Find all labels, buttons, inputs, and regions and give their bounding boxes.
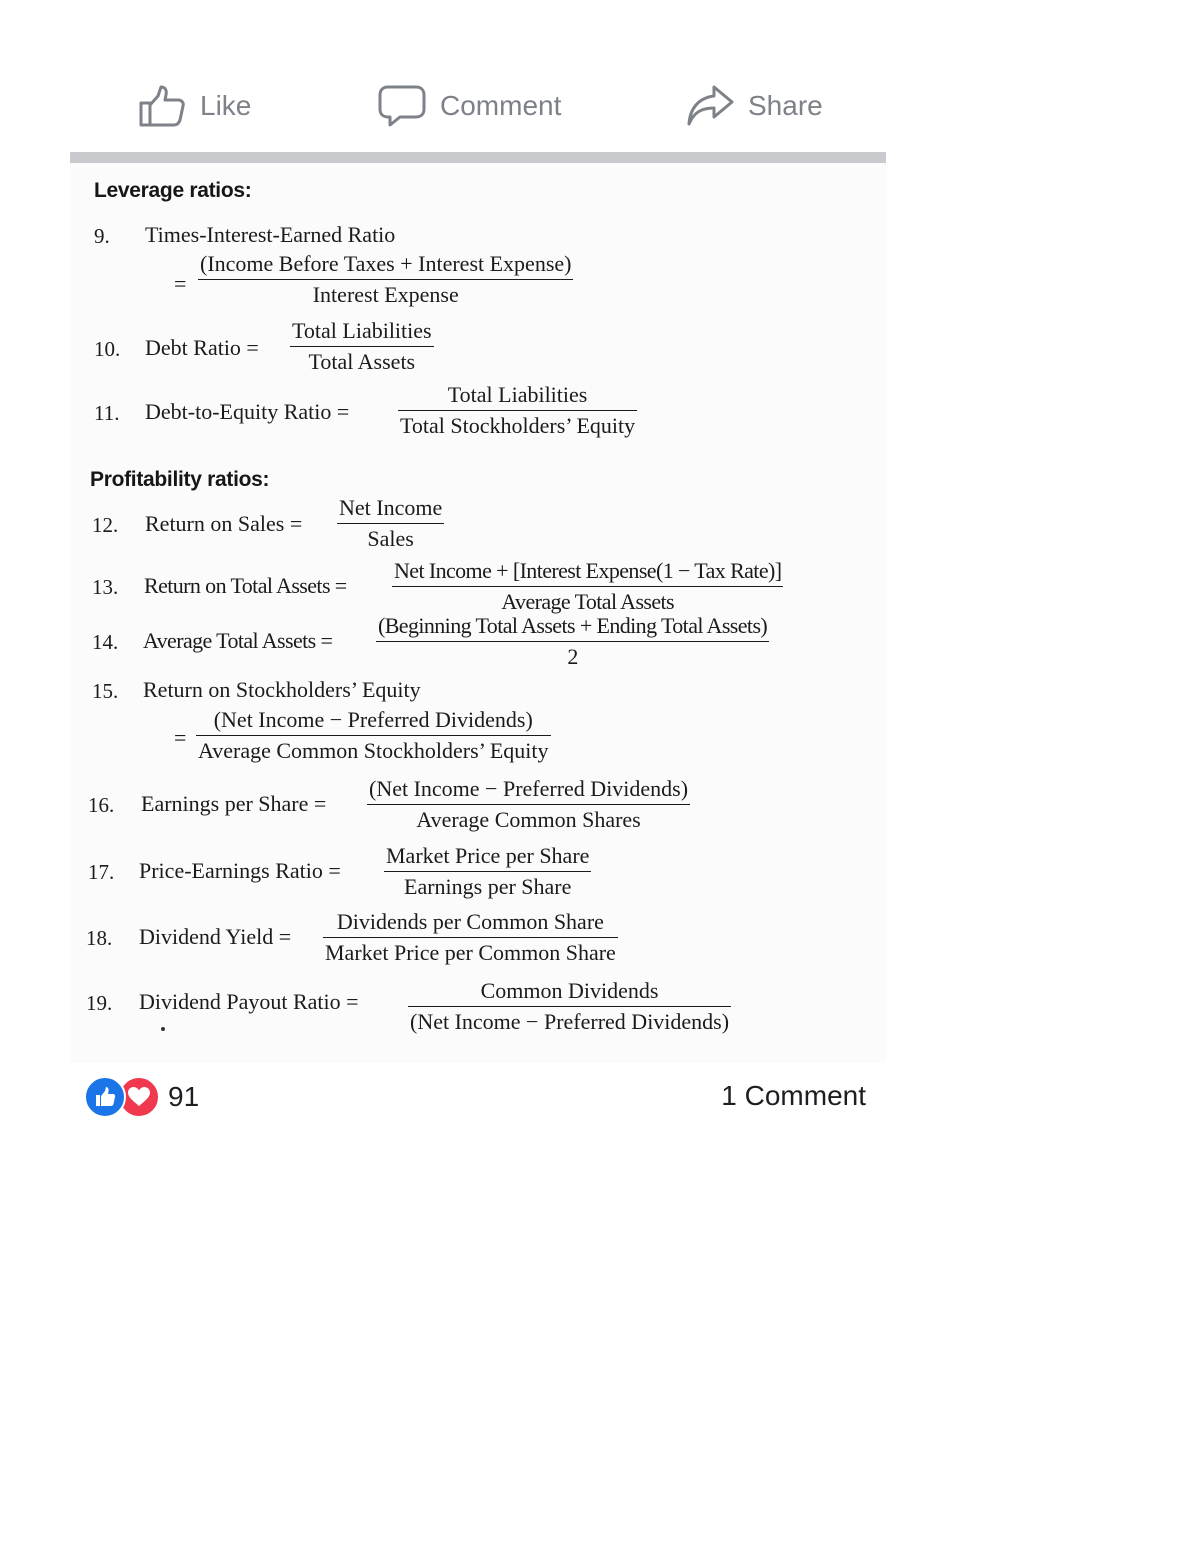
formula-16-name: Earnings per Share = [141,791,327,816]
formula-19-number: 19. [86,991,113,1015]
fraction-bar [337,523,444,524]
formula-9-number: 9. [94,224,110,248]
formula-12-denominator: Sales [367,526,414,551]
formula-11-fraction [398,382,637,439]
formula-18-number: 18. [86,926,113,950]
formula-11-denominator: Total Stockholders’ Equity [400,413,636,438]
post-footer [70,1070,886,1126]
formula-11-name: Debt-to-Equity Ratio = [145,399,350,424]
formula-15-name: Return on Stockholders’ Equity [143,677,421,702]
formula-12-numerator: Net Income [339,495,443,520]
formula-17-fraction [384,843,591,900]
formula-13-fraction [392,558,783,615]
like-reaction-icon [84,1076,126,1118]
formula-9-fraction [198,251,573,308]
formula-16-fraction [367,776,690,833]
formula-18-denominator: Market Price per Common Share [325,940,616,965]
formula-12-number: 12. [92,513,119,537]
profitability-ratios-heading: Profitability ratios: [90,468,270,491]
formula-10-numerator: Total Liabilities [292,318,432,343]
reaction-count: 91 [168,1081,200,1112]
comment-label: Comment [440,90,562,121]
formula-19-numerator: Common Dividends [480,978,659,1003]
formula-17-number: 17. [88,860,115,884]
like-button[interactable] [138,84,251,128]
fraction-bar [290,346,434,347]
formula-10-fraction [290,318,434,375]
formula-10-denominator: Total Assets [308,349,416,374]
formula-10-name: Debt Ratio = [145,335,259,360]
formula-17-numerator: Market Price per Share [386,843,590,868]
formula-18-fraction [323,909,618,966]
comment-button[interactable] [378,84,561,128]
share-arrow-icon [686,84,734,128]
formula-15-equals: = [174,725,187,750]
formula-15-denominator: Average Common Stockholders’ Equity [198,738,549,763]
comment-bubble-icon [378,84,426,128]
fraction-bar [196,735,551,736]
formula-15-number: 15. [92,679,119,703]
reactions-summary[interactable] [84,1076,199,1118]
formula-9-equals: = [174,271,187,296]
comment-count-link[interactable]: 1 Comment [721,1080,866,1111]
formula-10-number: 10. [94,337,121,361]
fraction-bar [323,937,618,938]
formula-18-numerator: Dividends per Common Share [336,909,604,934]
section-divider [70,152,886,163]
formula-9-name: Times-Interest-Earned Ratio [145,222,396,247]
formula-18-name: Dividend Yield = [139,924,292,949]
stray-dot [161,1027,165,1031]
formula-14-numerator: (Beginning Total Assets + Ending Total Assets) [378,613,768,638]
fraction-bar [392,586,783,587]
formula-13-denominator: Average Total Assets [501,589,675,614]
like-label: Like [200,90,252,121]
formula-16-number: 16. [88,793,115,817]
fraction-bar [408,1006,731,1007]
formula-14-name: Average Total Assets = [143,628,333,653]
formula-19-fraction [408,978,731,1035]
share-button[interactable] [686,84,823,128]
formula-14-denominator: 2 [567,644,578,669]
formula-19-name: Dividend Payout Ratio = [139,989,359,1014]
formula-12-fraction [337,495,444,552]
leverage-ratios-heading: Leverage ratios: [94,179,252,202]
fraction-bar [384,871,591,872]
fraction-bar [376,641,769,642]
formula-15-numerator: (Net Income − Preferred Dividends) [213,707,533,732]
post-action-bar [70,70,886,142]
formula-14-fraction [376,613,769,670]
formula-17-denominator: Earnings per Share [404,874,572,899]
formula-11-number: 11. [94,401,120,425]
formula-9-numerator: (Income Before Taxes + Interest Expense) [200,251,572,276]
fraction-bar [398,410,637,411]
formula-14-number: 14. [92,630,119,654]
fraction-bar [367,804,690,805]
formula-13-number: 13. [92,575,119,599]
formula-16-numerator: (Net Income − Preferred Dividends) [369,776,689,801]
formula-9-denominator: Interest Expense [312,282,459,307]
post-image-content [70,163,886,1063]
formula-11-numerator: Total Liabilities [447,382,588,407]
share-label: Share [748,90,823,121]
formula-13-numerator: Net Income + [Interest Expense(1 − Tax Rate)] [394,558,782,583]
formula-12-name: Return on Sales = [145,511,303,536]
formula-15-fraction [196,707,551,764]
thumbs-up-icon [138,84,186,128]
formula-17-name: Price-Earnings Ratio = [139,858,341,883]
fraction-bar [198,279,573,280]
formula-13-name: Return on Total Assets = [144,573,347,598]
formula-19-denominator: (Net Income − Preferred Dividends) [410,1009,730,1034]
formula-16-denominator: Average Common Shares [416,807,641,832]
